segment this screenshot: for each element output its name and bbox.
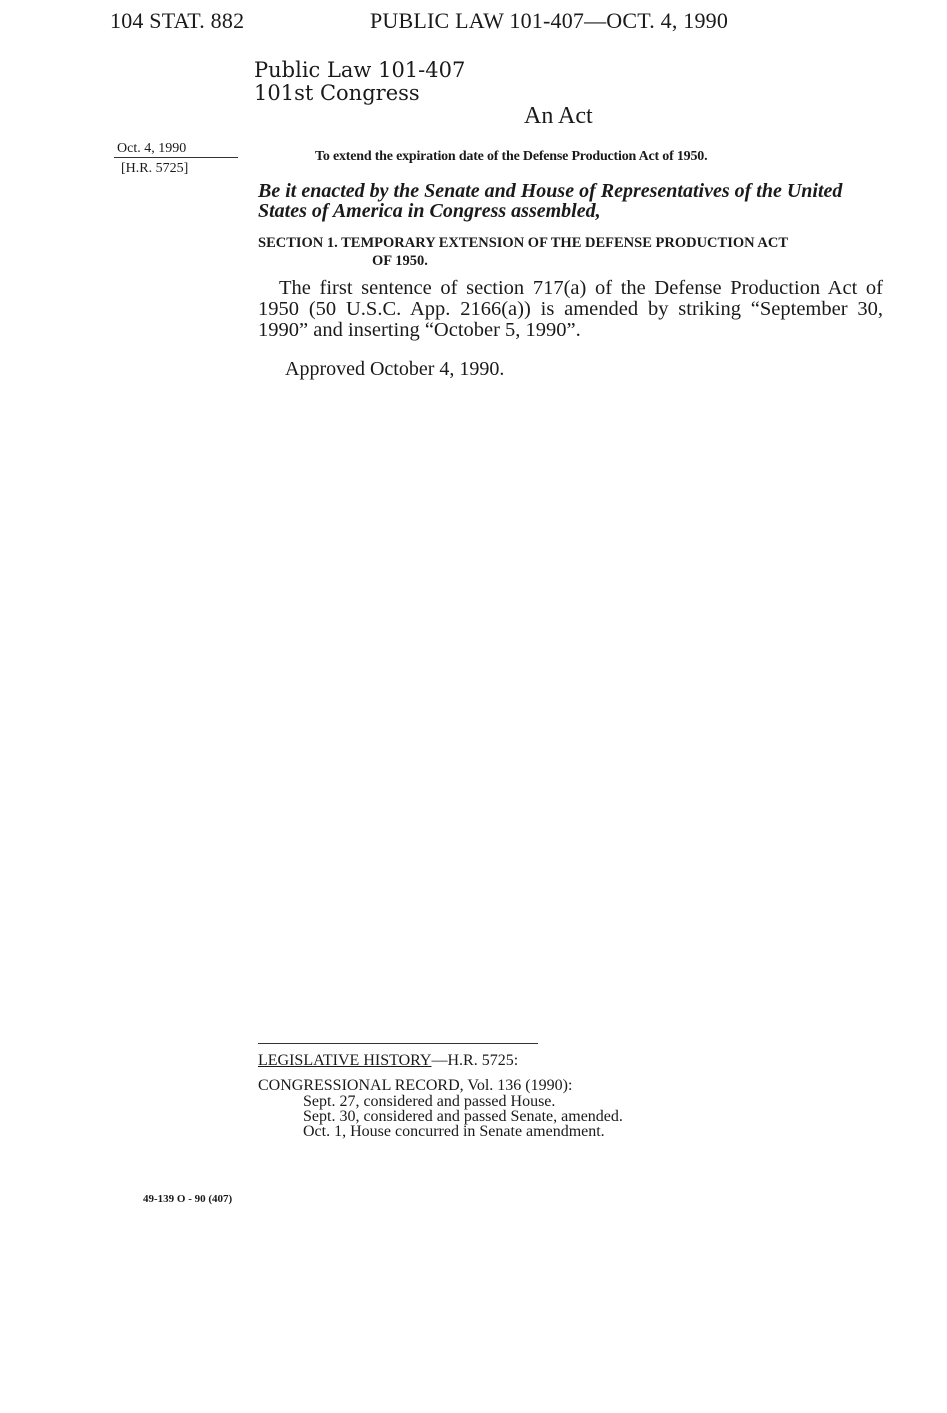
enacting-clause: Be it enacted by the Senate and House of Representatives of the United States of America in Congress assembled, bbox=[258, 180, 843, 222]
history-entry: Sept. 30, considered and passed Senate, amended. bbox=[303, 1108, 623, 1125]
section-heading bbox=[258, 234, 883, 270]
section-heading-line1: SECTION 1. TEMPORARY EXTENSION OF THE DEFENSE PRODUCTION ACT bbox=[258, 235, 789, 251]
legislative-history-list bbox=[303, 1094, 623, 1139]
margin-date: Oct. 4, 1990 bbox=[117, 141, 187, 156]
margin-divider bbox=[114, 157, 238, 158]
legislative-history-label: LEGISLATIVE HISTORY bbox=[258, 1052, 432, 1069]
history-entry: Oct. 1, House concurred in Senate amendment. bbox=[303, 1123, 605, 1140]
law-number: Public Law 101-407 bbox=[254, 58, 466, 82]
congressional-record: CONGRESSIONAL RECORD, Vol. 136 (1990): bbox=[258, 1077, 573, 1094]
act-heading: An Act bbox=[524, 103, 593, 129]
margin-bill-number: [H.R. 5725] bbox=[121, 161, 189, 176]
print-code: 49-139 O - 90 (407) bbox=[143, 1193, 233, 1205]
act-purpose: To extend the expiration date of the Defense Production Act of 1950. bbox=[315, 149, 708, 164]
running-head-stat-page: 104 STAT. 882 bbox=[110, 8, 245, 33]
legislative-history-title bbox=[258, 1052, 518, 1070]
section-text: The first sentence of section 717(a) of the Defense Production Act of 1950 (50 U.S.C. App. 2166(a)) is amended by striking “September 30, 1990” and inserting “October 5, 1990”. bbox=[258, 277, 883, 341]
history-entry: Sept. 27, considered and passed House. bbox=[303, 1093, 556, 1110]
running-head-law-date: PUBLIC LAW 101-407—OCT. 4, 1990 bbox=[370, 8, 729, 33]
footnote-divider bbox=[258, 1043, 538, 1044]
approval-date: Approved October 4, 1990. bbox=[285, 358, 505, 380]
congress-number: 101st Congress bbox=[254, 81, 420, 105]
section-heading-line2: OF 1950. bbox=[372, 253, 428, 269]
legislative-history-bill: —H.R. 5725: bbox=[431, 1052, 519, 1069]
